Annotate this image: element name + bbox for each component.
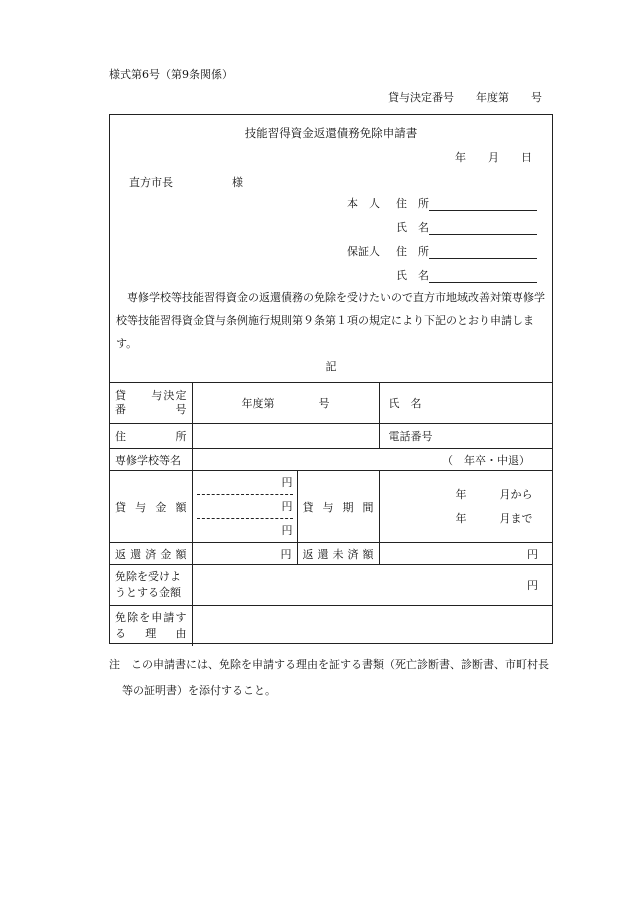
addressee-suffix: 様 [232, 176, 243, 189]
applicant-label: 本 人 [347, 197, 380, 210]
phone-label: 電話番号 [388, 430, 433, 443]
amount-yen-1: 円 [197, 471, 293, 495]
table-row [110, 606, 552, 646]
form-title: 技能習得資金返還債務免除申請書 [244, 126, 418, 140]
application-form [109, 114, 553, 644]
period-from: 年 月から [455, 487, 533, 501]
amount-label: 貸与金額 [110, 471, 192, 543]
applicant-name[interactable] [396, 219, 537, 235]
period-to: 年 月まで [455, 511, 533, 525]
phone-cell[interactable] [379, 424, 552, 449]
decision-no-label: 貸 与決定番号 [110, 383, 192, 424]
amount-yen-3: 円 [281, 524, 293, 537]
application-date: 年 月 日 [455, 151, 532, 164]
table-row [110, 424, 552, 449]
exempt-amount-value[interactable]: 円 [192, 565, 552, 606]
school-value[interactable]: （ 年卒・中退） [192, 449, 552, 471]
address-label: 住所 [110, 424, 192, 449]
exempt-amount-label: 免除を受けようとする金額 [110, 565, 192, 606]
period-label: 貸与期間 [297, 471, 379, 543]
form-number: 様式第6号（第9条関係） [109, 68, 233, 81]
table-row [110, 565, 552, 606]
repaid-value[interactable]: 円 [192, 543, 297, 565]
guarantor-address-label: 住 所 [396, 245, 429, 258]
table-row [110, 449, 552, 471]
name-label: 氏 名 [388, 397, 422, 410]
applicant-address-label: 住 所 [396, 197, 429, 210]
decision-no-value[interactable]: 年度第 号 [192, 383, 379, 424]
loan-decision-number-header: 貸与決定番号 年度第 号 [388, 91, 542, 104]
applicant-address[interactable] [396, 195, 537, 211]
amount-yen-2: 円 [197, 495, 293, 519]
period-value[interactable] [379, 471, 552, 543]
amount-value[interactable] [192, 471, 297, 543]
application-statement: 専修学校等技能習得資金の返還債務の免除を受けたいので直方市地域改善対策専修学校等技能習得資金貸与条例施行規則第９条第１項の規定により下記のとおり申請します。 [116, 291, 545, 350]
guarantor-name[interactable] [396, 267, 537, 283]
guarantor-address[interactable] [396, 243, 537, 259]
details-table [110, 382, 552, 646]
ki-heading: 記 [325, 360, 337, 373]
repaid-label: 返還済金額 [110, 543, 192, 565]
address-value[interactable] [192, 424, 379, 449]
guarantor-name-label: 氏 名 [396, 269, 429, 282]
footnote: 注 この申請書には、免除を申請する理由を証する書類（死亡診断書、診断書、市町村長等の証明書）を添付すること。 [109, 658, 549, 697]
reason-value[interactable] [192, 606, 552, 646]
guarantor-label: 保証人 [347, 245, 380, 258]
unrepaid-value[interactable]: 円 [379, 543, 552, 565]
reason-label: 免除を申請する理由 [110, 606, 192, 646]
table-row [110, 383, 552, 424]
name-cell[interactable] [379, 383, 552, 424]
unrepaid-label: 返還未済額 [297, 543, 379, 565]
addressee-name: 直方市長 [129, 176, 173, 189]
applicant-name-label: 氏 名 [396, 221, 429, 234]
table-row [110, 543, 552, 565]
school-label: 専修学校等名 [110, 449, 192, 471]
table-row [110, 471, 552, 543]
